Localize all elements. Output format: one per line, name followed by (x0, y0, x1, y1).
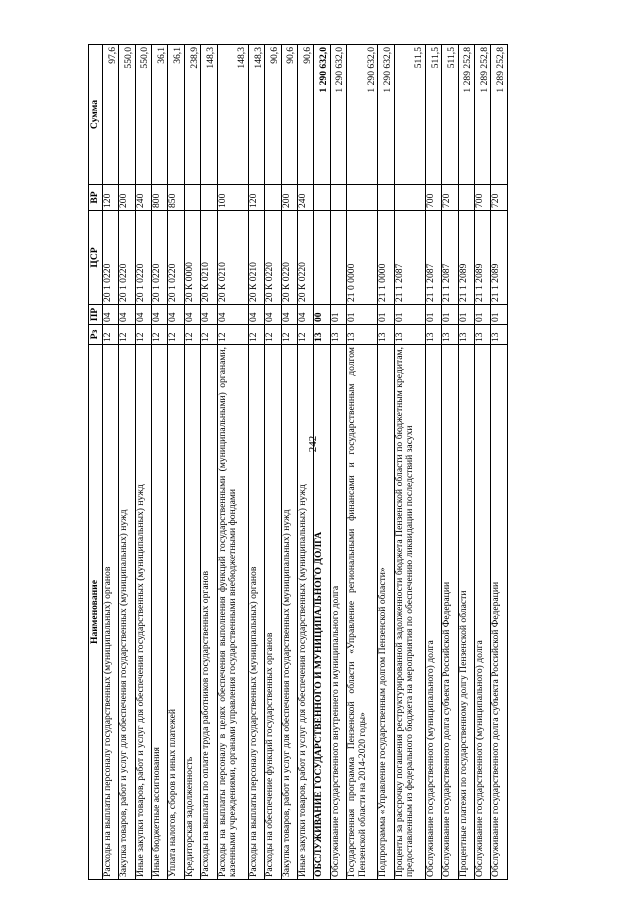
header-pr: ПР (89, 305, 103, 325)
cell-pr: 04 (119, 305, 135, 325)
cell-rz: 13 (394, 325, 425, 345)
cell-vr: 720 (491, 185, 508, 211)
cell-sum: 1 290 632,0 (346, 45, 377, 185)
cell-csr (330, 211, 346, 305)
cell-vr (314, 185, 330, 211)
cell-pr: 04 (184, 305, 200, 325)
cell-rz: 12 (135, 325, 151, 345)
cell-csr: 21 1 2087 (425, 211, 441, 305)
cell-csr: 21 1 2089 (458, 211, 474, 305)
cell-pr: 01 (491, 305, 508, 325)
cell-pr: 01 (346, 305, 377, 325)
table-row (378, 45, 394, 880)
cell-pr: 01 (330, 305, 346, 325)
cell-name: ОБСЛУЖИВАНИЕ ГОСУДАРСТВЕННОГО И МУНИЦИПАЛЬНОГО ДОЛГА (314, 345, 330, 880)
cell-name: Уплата налогов, сборов и иных платежей (168, 345, 184, 880)
cell-sum: 90,6 (281, 45, 297, 185)
table-row (314, 45, 330, 880)
cell-sum: 1 290 632,0 (330, 45, 346, 185)
table-row (458, 45, 474, 880)
cell-name: Обслуживание государственного долга субъекта Российской Федерации (442, 345, 458, 880)
cell-name: Обслуживание государственного (муниципального) долга (425, 345, 441, 880)
header-vr: ВР (89, 185, 103, 211)
cell-vr: 850 (168, 185, 184, 211)
cell-csr: 20 К 0210 (248, 211, 264, 305)
cell-vr (458, 185, 474, 211)
cell-vr: 720 (442, 185, 458, 211)
cell-sum: 550,0 (119, 45, 135, 185)
table-body (103, 45, 508, 880)
cell-pr: 04 (135, 305, 151, 325)
header-csr: ЦСР (89, 211, 103, 305)
cell-vr: 800 (152, 185, 168, 211)
table-row (394, 45, 425, 880)
cell-csr: 21 1 2087 (442, 211, 458, 305)
cell-vr (346, 185, 377, 211)
cell-pr: 04 (297, 305, 313, 325)
cell-csr: 21 1 2089 (475, 211, 491, 305)
table-row (217, 45, 248, 880)
cell-csr: 21 0 0000 (346, 211, 377, 305)
cell-sum: 511,5 (425, 45, 441, 185)
cell-name: Закупка товаров, работ и услуг для обеспечения государственных (муниципальных) нужд (119, 345, 135, 880)
table-row (201, 45, 217, 880)
cell-csr: 20 1 0220 (135, 211, 151, 305)
cell-vr (330, 185, 346, 211)
table-row (297, 45, 313, 880)
cell-rz: 13 (330, 325, 346, 345)
table-row (184, 45, 200, 880)
cell-pr: 04 (265, 305, 281, 325)
cell-name: Расходы на обеспечение функций государственных органов (265, 345, 281, 880)
cell-csr: 21 1 2089 (491, 211, 508, 305)
table-row (475, 45, 491, 880)
table-row (425, 45, 441, 880)
cell-name: Расходы на выплаты персоналу государственных (муниципальных) органов (103, 345, 119, 880)
cell-vr: 120 (103, 185, 119, 211)
cell-name: Обслуживание государственного внутреннего и муниципального долга (330, 345, 346, 880)
cell-name: Иные закупки товаров, работ и услуг для обеспечения государственных (муниципальных) нужд (297, 345, 313, 880)
cell-vr: 100 (217, 185, 248, 211)
cell-sum: 1 290 632,0 (314, 45, 330, 185)
cell-name: Расходы на выплаты по оплате труда работников государственных органов (201, 345, 217, 880)
cell-name: Кредиторская задолженность (184, 345, 200, 880)
cell-name: Подпрограмма «Управление государственным долгом Пензенской области» (378, 345, 394, 880)
cell-rz: 12 (281, 325, 297, 345)
cell-pr: 00 (314, 305, 330, 325)
cell-sum: 511,5 (442, 45, 458, 185)
cell-rz: 13 (475, 325, 491, 345)
cell-name: Расходы на выплаты персоналу в целях обеспечения выполнения функций государственными (муниципальными) органами, казенными учреждениями, органами управления государственными внебюджетными фондами (217, 345, 248, 880)
cell-vr: 700 (475, 185, 491, 211)
header-rz: Рз (89, 325, 103, 345)
cell-pr: 04 (201, 305, 217, 325)
table-row (119, 45, 135, 880)
cell-rz: 12 (248, 325, 264, 345)
cell-name: Иные бюджетные ассигнования (152, 345, 168, 880)
cell-sum: 90,6 (297, 45, 313, 185)
table-row (330, 45, 346, 880)
cell-csr: 20 К 0210 (217, 211, 248, 305)
budget-table-frame (88, 45, 508, 880)
cell-vr: 240 (135, 185, 151, 211)
cell-vr: 240 (297, 185, 313, 211)
cell-sum: 550,0 (135, 45, 151, 185)
cell-rz: 13 (378, 325, 394, 345)
cell-sum: 148,3 (217, 45, 248, 185)
cell-rz: 12 (168, 325, 184, 345)
cell-csr: 20 К 0210 (201, 211, 217, 305)
cell-name: Обслуживание государственного долга субъекта Российской Федерации (491, 345, 508, 880)
cell-pr: 01 (394, 305, 425, 325)
budget-table (88, 44, 508, 880)
cell-rz: 12 (184, 325, 200, 345)
cell-rz: 12 (297, 325, 313, 345)
cell-rz: 13 (314, 325, 330, 345)
cell-vr: 120 (248, 185, 264, 211)
cell-sum: 148,3 (248, 45, 264, 185)
page-number: 242 (307, 435, 319, 453)
cell-pr: 01 (458, 305, 474, 325)
table-row (135, 45, 151, 880)
cell-name: Государственная программа Пензенской области «Управление региональными финансами и государственным долгом Пензенской области на 2014-2020 годы» (346, 345, 377, 880)
cell-csr: 20 К 0220 (265, 211, 281, 305)
cell-sum: 238,9 (184, 45, 200, 185)
cell-pr: 01 (425, 305, 441, 325)
cell-sum: 1 289 252,8 (475, 45, 491, 185)
table-row (442, 45, 458, 880)
cell-vr: 200 (119, 185, 135, 211)
table-row (152, 45, 168, 880)
cell-csr: 21 1 0000 (378, 211, 394, 305)
cell-rz: 12 (152, 325, 168, 345)
cell-csr (314, 211, 330, 305)
cell-pr: 01 (475, 305, 491, 325)
cell-sum: 90,6 (265, 45, 281, 185)
cell-csr: 20 1 0220 (103, 211, 119, 305)
table-row (491, 45, 508, 880)
table-header-row (89, 45, 103, 880)
cell-vr (378, 185, 394, 211)
cell-sum: 97,6 (103, 45, 119, 185)
cell-vr (394, 185, 425, 211)
table-row (248, 45, 264, 880)
cell-vr (184, 185, 200, 211)
table-row (168, 45, 184, 880)
cell-rz: 13 (491, 325, 508, 345)
cell-rz: 13 (425, 325, 441, 345)
cell-name: Обслуживание государственного (муниципального) долга (475, 345, 491, 880)
cell-sum: 36,1 (168, 45, 184, 185)
cell-pr: 01 (442, 305, 458, 325)
cell-sum: 1 289 252,8 (458, 45, 474, 185)
cell-rz: 12 (201, 325, 217, 345)
cell-pr: 04 (152, 305, 168, 325)
cell-sum: 1 290 632,0 (378, 45, 394, 185)
cell-pr: 04 (217, 305, 248, 325)
cell-rz: 13 (346, 325, 377, 345)
cell-rz: 12 (119, 325, 135, 345)
cell-sum: 1 289 252,8 (491, 45, 508, 185)
cell-name: Проценты за рассрочку погашения реструктурированной задолженности бюджета Пензенской области по бюджетным кредитам, предоставленным из федерального бюджета на мероприятия по обеспечению ликвидации последствий засухи (394, 345, 425, 880)
cell-csr: 20 1 0220 (119, 211, 135, 305)
header-name: Наименование (89, 345, 103, 880)
cell-csr: 21 1 2087 (394, 211, 425, 305)
table-row (281, 45, 297, 880)
cell-vr (201, 185, 217, 211)
cell-sum: 148,3 (201, 45, 217, 185)
cell-rz: 12 (103, 325, 119, 345)
cell-name: Иные закупки товаров, работ и услуг для обеспечения государственных (муниципальных) нужд (135, 345, 151, 880)
cell-pr: 04 (168, 305, 184, 325)
table-row (265, 45, 281, 880)
cell-pr: 04 (248, 305, 264, 325)
cell-pr: 04 (103, 305, 119, 325)
header-sum: Сумма (89, 45, 103, 185)
cell-csr: 20 К 0220 (297, 211, 313, 305)
table-row (103, 45, 119, 880)
cell-sum: 511,5 (394, 45, 425, 185)
cell-pr: 04 (281, 305, 297, 325)
cell-name: Закупка товаров, работ и услуг для обеспечения государственных (муниципальных) нужд (281, 345, 297, 880)
cell-csr: 20 1 0220 (152, 211, 168, 305)
cell-name: Процентные платежи по государственному долгу Пензенской области (458, 345, 474, 880)
cell-rz: 13 (442, 325, 458, 345)
cell-vr (265, 185, 281, 211)
cell-rz: 12 (217, 325, 248, 345)
cell-rz: 12 (265, 325, 281, 345)
cell-pr: 01 (378, 305, 394, 325)
cell-vr: 200 (281, 185, 297, 211)
cell-csr: 20 К 0220 (281, 211, 297, 305)
cell-rz: 13 (458, 325, 474, 345)
cell-csr: 20 1 0220 (168, 211, 184, 305)
cell-name: Расходы на выплаты персоналу государственных (муниципальных) органов (248, 345, 264, 880)
cell-sum: 36,1 (152, 45, 168, 185)
table-row (346, 45, 377, 880)
cell-csr: 20 К 0000 (184, 211, 200, 305)
cell-vr: 700 (425, 185, 441, 211)
